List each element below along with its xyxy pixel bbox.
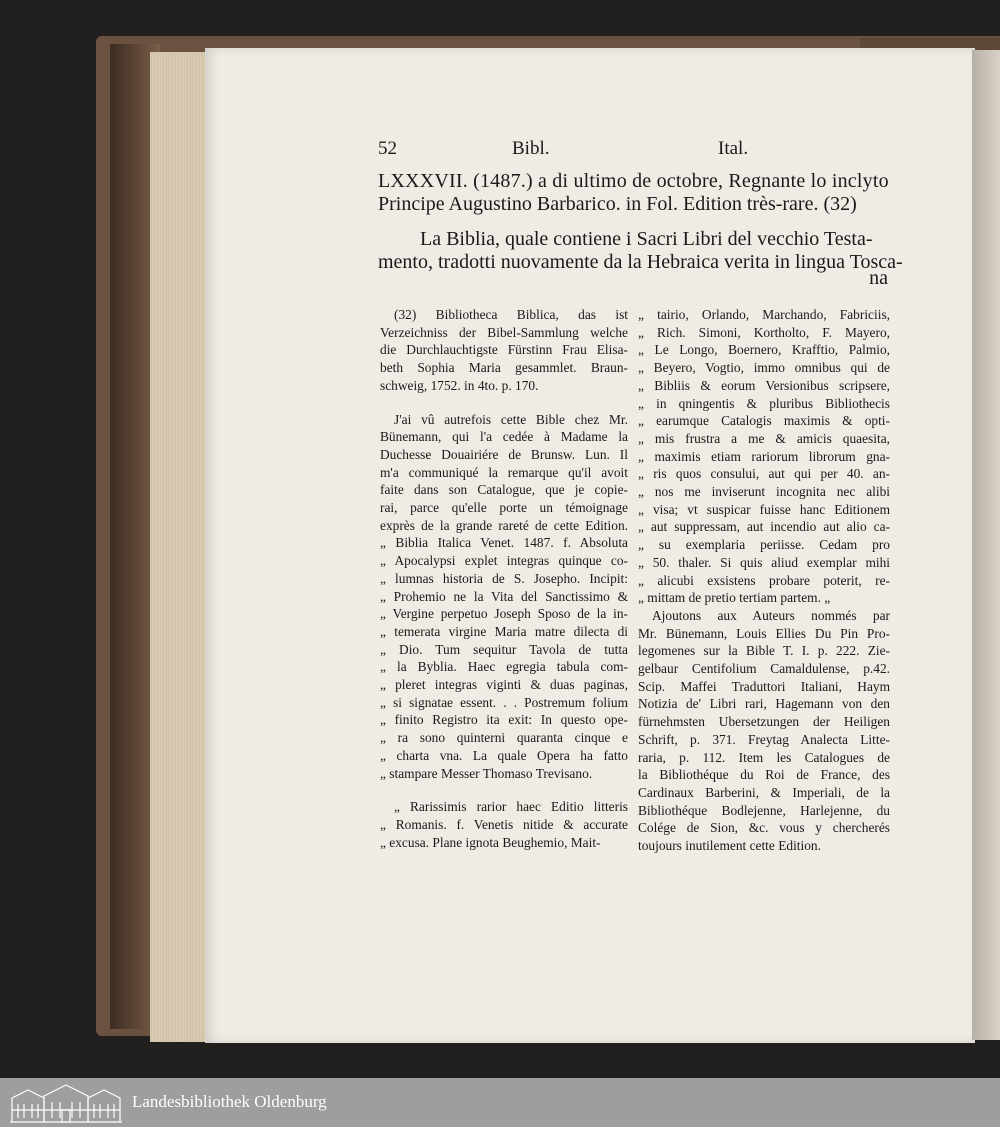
text-line: „ finito Registro ita exit: In questo ope- <box>380 712 628 728</box>
text-line: la Bibliothéque du Roi de France, des <box>638 767 890 783</box>
text-line: „ la Byblia. Haec egregia tabula com- <box>380 659 628 675</box>
text-line: „ ra sono quinterni quaranta cinque e <box>380 730 628 746</box>
facing-page-edge <box>972 50 1000 1040</box>
text-line: schweig, 1752. in 4to. p. 170. <box>380 377 539 393</box>
text-line: raria, p. 112. Item les Catalogues de <box>638 749 890 765</box>
text-line: „ tairio, Orlando, Marchando, Fabriciis, <box>638 307 890 322</box>
entry-line-5: na <box>869 267 888 289</box>
paragraph-gap <box>380 782 628 798</box>
text-line: Scip. Maffei Traduttori Italiani, Haym <box>638 678 890 694</box>
text-line: „ lumnas historia de S. Josepho. Incipit: <box>380 570 628 586</box>
text-line: „ Le Longo, Boernero, Krafftio, Palmio, <box>638 342 890 358</box>
text-line: „ Apocalypsi explet integras quinque co- <box>380 553 628 569</box>
text-line: die Durchlauchtigste Fürstinn Frau Elisa- <box>380 342 628 358</box>
text-line: „ aut suppressam, aut incendio aut alio ca- <box>638 519 890 535</box>
text-line: „ charta vna. La quale Opera ha fatto <box>380 747 628 763</box>
text-line: „ visa; vt suspicar fuisse hanc Editionem <box>638 501 890 517</box>
text-line: „ Vergine perpetuo Joseph Sposo de la in- <box>380 606 628 622</box>
text-line: „ Beyero, Vogtio, immo omnibus qui de <box>638 360 890 376</box>
text-line: „ Romanis. f. Venetis nitide & accurate <box>380 816 628 832</box>
text-line: „ pleret integras viginti & duas paginas, <box>380 677 628 693</box>
text-line: „ temerata virgine Maria matre dilecta di <box>380 623 628 639</box>
text-line: „ maximis etiam rariorum librorum gna- <box>638 448 890 464</box>
text-line: Schrift, p. 371. Freytag Analecta Litte- <box>638 731 890 747</box>
entry-line-1: LXXXVII. (1487.) a di ultimo de octobre, Regnante lo inclyto <box>378 170 889 192</box>
text-line: exprès de la grande rareté de cette Edition. <box>380 517 628 533</box>
text-line: „ Bibliis & eorum Versionibus scripsere, <box>638 377 890 393</box>
text-line: „ stampare Messer Thomaso Trevisano. <box>380 765 593 781</box>
text-line: Ajoutons aux Auteurs nommés par <box>652 607 890 623</box>
text-line: „ Biblia Italica Venet. 1487. f. Absoluta <box>380 535 628 551</box>
page-number: 52 <box>378 138 397 159</box>
text-line: beth Sophia Maria gesammlet. Braun- <box>380 360 628 376</box>
library-building-icon <box>8 1082 124 1124</box>
text-line: legomenes sur la Bible T. I. p. 222. Zie- <box>638 643 890 659</box>
text-line: Verzeichniss der Bibel-Sammlung welche <box>380 324 628 340</box>
entry-line-4: mento, tradotti nuovamente da la Hebraica verita in lingua Tosca- <box>378 251 903 273</box>
right-column <box>638 306 890 855</box>
text-line: gelbaur Centifolium Camaldulense, p.42. <box>638 661 890 677</box>
text-line: „ earumque Catalogis maximis & opti- <box>638 413 890 429</box>
text-line: Notizia de' Libri rari, Hagemann von den <box>638 696 890 712</box>
left-column <box>380 306 628 851</box>
entry-line-3: La Biblia, quale contiene i Sacri Libri del vecchio Testa- <box>420 228 873 250</box>
text-line: „ ris quos consului, aut qui per 40. an- <box>638 466 890 482</box>
text-line: Bünemann, qui l'a cedée à Madame la <box>380 429 628 445</box>
text-line: „ Dio. Tum sequitur Tavola de tutta <box>380 641 628 657</box>
text-line: rai, parce qu'elle porte un témoignage <box>380 500 628 516</box>
text-line: „ su exemplaria periisse. Cedam pro <box>638 537 890 553</box>
text-line: „ Rarissimis rarior haec Editio litteris <box>394 799 628 815</box>
text-line: „ 50. thaler. Si quis aliud exemplar mihi <box>638 554 890 570</box>
text-line: Duchesse Douairiére de Brunsw. Lun. Il <box>380 446 628 462</box>
text-line: faite dans son Catalogue, que je copie- <box>380 482 628 498</box>
text-line: Mr. Bünemann, Louis Ellies Du Pin Pro- <box>638 625 890 641</box>
text-line: „ si signatae essent. . . Postremum folium <box>380 694 628 710</box>
text-line: toujours inutilement cette Edition. <box>638 838 821 854</box>
text-line: Colége de Sion, &c. vous y chercherés <box>638 820 890 836</box>
library-name: Landesbibliothek Oldenburg <box>132 1092 327 1111</box>
text-line: „ excusa. Plane ignota Beughemio, Mait- <box>380 834 601 850</box>
text-line: „ Rich. Simoni, Kortholto, F. Mayero, <box>638 324 890 340</box>
text-line: „ nos me inviserunt incognita nec alibi <box>638 484 890 500</box>
text-line: „ mis frustra a me & amicis quaesita, <box>638 430 890 446</box>
page-edges <box>150 52 210 1042</box>
running-header-right: Ital. <box>718 138 749 159</box>
running-header-left: Bibl. <box>512 138 550 159</box>
entry-line-2: Principe Augustino Barbarico. in Fol. Edition très-rare. (32) <box>378 193 857 215</box>
text-line: fürnehmsten Ubersetzungen der Heiligen <box>638 714 890 730</box>
text-line: Cardinaux Barberini, & Imperiali, de la <box>638 784 890 800</box>
text-line: „ mittam de pretio tertiam partem. „ <box>638 590 831 606</box>
text-line: J'ai vû autrefois cette Bible chez Mr. <box>394 411 628 427</box>
text-line: „ in qningentis & pluribus Bibliothecis <box>638 395 890 411</box>
text-line: „ Prohemio ne la Vita del Sanctissimo & <box>380 588 628 604</box>
text-line: m'a communiqué la remarque qu'il avoit <box>380 464 628 480</box>
text-line: (32) Bibliotheca Biblica, das ist <box>394 307 628 322</box>
paragraph-gap <box>380 395 628 411</box>
text-line: Bibliothéque Bodlejenne, Harlejenne, du <box>638 802 890 818</box>
text-line: „ alicubi exsistens probare poterit, re- <box>638 572 890 588</box>
